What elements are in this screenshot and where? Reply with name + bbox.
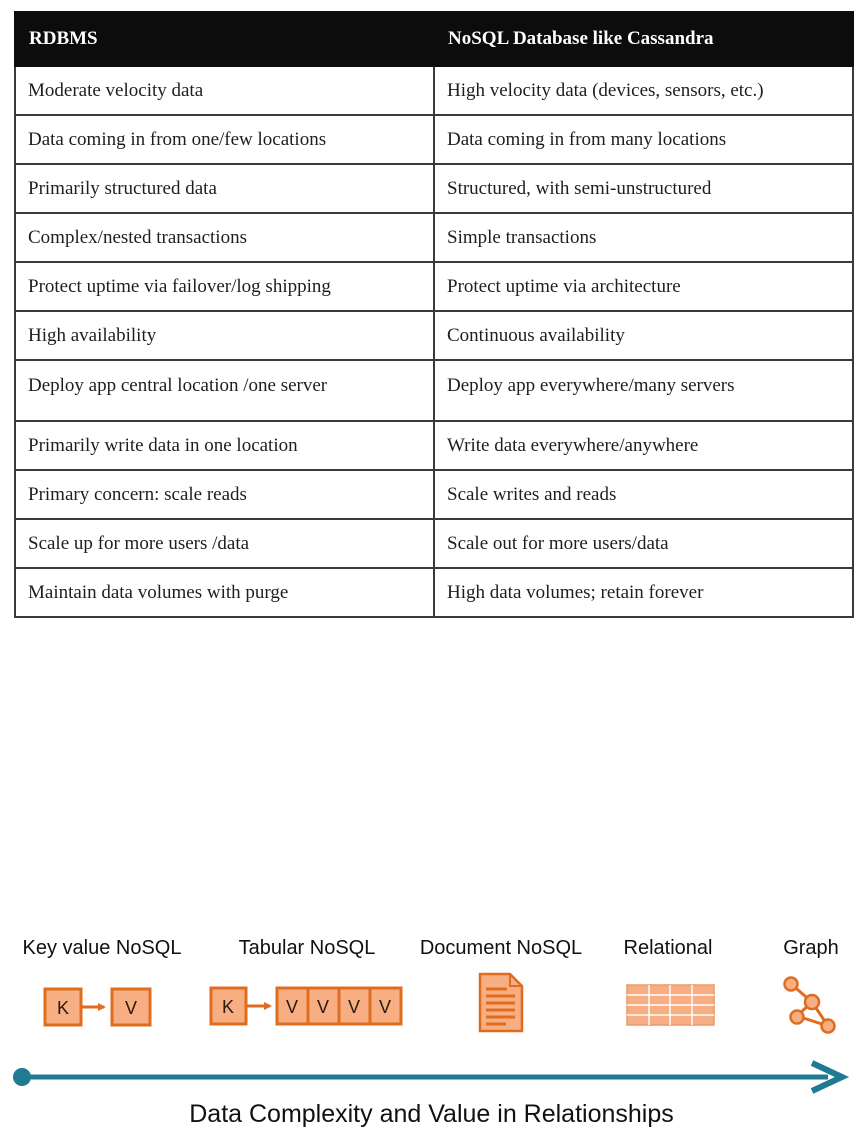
tabular-icon: [211, 988, 401, 1024]
table-row: [15, 164, 853, 213]
table-row: [15, 213, 853, 262]
rdbms-cell: Primarily write data in one location: [15, 421, 434, 470]
table-row: [15, 421, 853, 470]
table-header-row: [15, 12, 853, 66]
header-rdbms: RDBMS: [15, 12, 434, 66]
table-row: [15, 115, 853, 164]
rdbms-cell: Primarily structured data: [15, 164, 434, 213]
key-letter: K: [56, 998, 70, 1018]
table-row: [15, 519, 853, 568]
graph-icon: [785, 978, 835, 1033]
nosql-cell: Data coming in from many locations: [434, 115, 853, 164]
nosql-cell: Simple transactions: [434, 213, 853, 262]
table-row: [15, 568, 853, 617]
value-letter: V: [347, 997, 361, 1017]
table-row: [15, 470, 853, 519]
nosql-cell: High data volumes; retain forever: [434, 568, 853, 617]
nosql-cell: Scale writes and reads: [434, 470, 853, 519]
value-letter: V: [285, 997, 299, 1017]
nosql-cell: Continuous availability: [434, 311, 853, 360]
category-label-graph: Graph: [783, 937, 839, 959]
rdbms-cell: Data coming in from one/few locations: [15, 115, 434, 164]
header-nosql: NoSQL Database like Cassandra: [434, 12, 853, 66]
table-row: [15, 360, 853, 421]
rdbms-cell: Maintain data volumes with purge: [15, 568, 434, 617]
table-row: [15, 262, 853, 311]
value-letter: V: [124, 998, 138, 1018]
category-label-key-value: Key value NoSQL: [22, 937, 182, 959]
rdbms-cell: Moderate velocity data: [15, 66, 434, 115]
rdbms-cell: Deploy app central location /one server: [15, 360, 434, 421]
table-row: [15, 66, 853, 115]
nosql-cell: Write data everywhere/anywhere: [434, 421, 853, 470]
nosql-cell: Protect uptime via architecture: [434, 262, 853, 311]
value-letter: V: [316, 997, 330, 1017]
nosql-cell: Scale out for more users/data: [434, 519, 853, 568]
value-letter: V: [378, 997, 392, 1017]
axis-caption: Data Complexity and Value in Relationships: [189, 1100, 674, 1128]
rdbms-cell: Scale up for more users /data: [15, 519, 434, 568]
table-row: [15, 311, 853, 360]
nosql-cell: High velocity data (devices, sensors, etc.): [434, 66, 853, 115]
category-label-tabular: Tabular NoSQL: [238, 937, 376, 959]
nosql-cell: Structured, with semi-unstructured: [434, 164, 853, 213]
key-letter: K: [221, 997, 235, 1017]
relational-table-icon: [627, 985, 714, 1025]
document-icon: [480, 974, 522, 1031]
category-label-relational: Relational: [623, 937, 713, 959]
complexity-axis-arrow: [13, 1063, 842, 1091]
key-value-icon: [45, 989, 150, 1025]
comparison-table: [14, 11, 854, 618]
rdbms-cell: Protect uptime via failover/log shipping: [15, 262, 434, 311]
rdbms-cell: High availability: [15, 311, 434, 360]
nosql-cell: Deploy app everywhere/many servers: [434, 360, 853, 421]
rdbms-cell: Primary concern: scale reads: [15, 470, 434, 519]
data-model-diagram: [0, 960, 863, 1100]
rdbms-cell: Complex/nested transactions: [15, 213, 434, 262]
category-label-document: Document NoSQL: [419, 937, 583, 959]
